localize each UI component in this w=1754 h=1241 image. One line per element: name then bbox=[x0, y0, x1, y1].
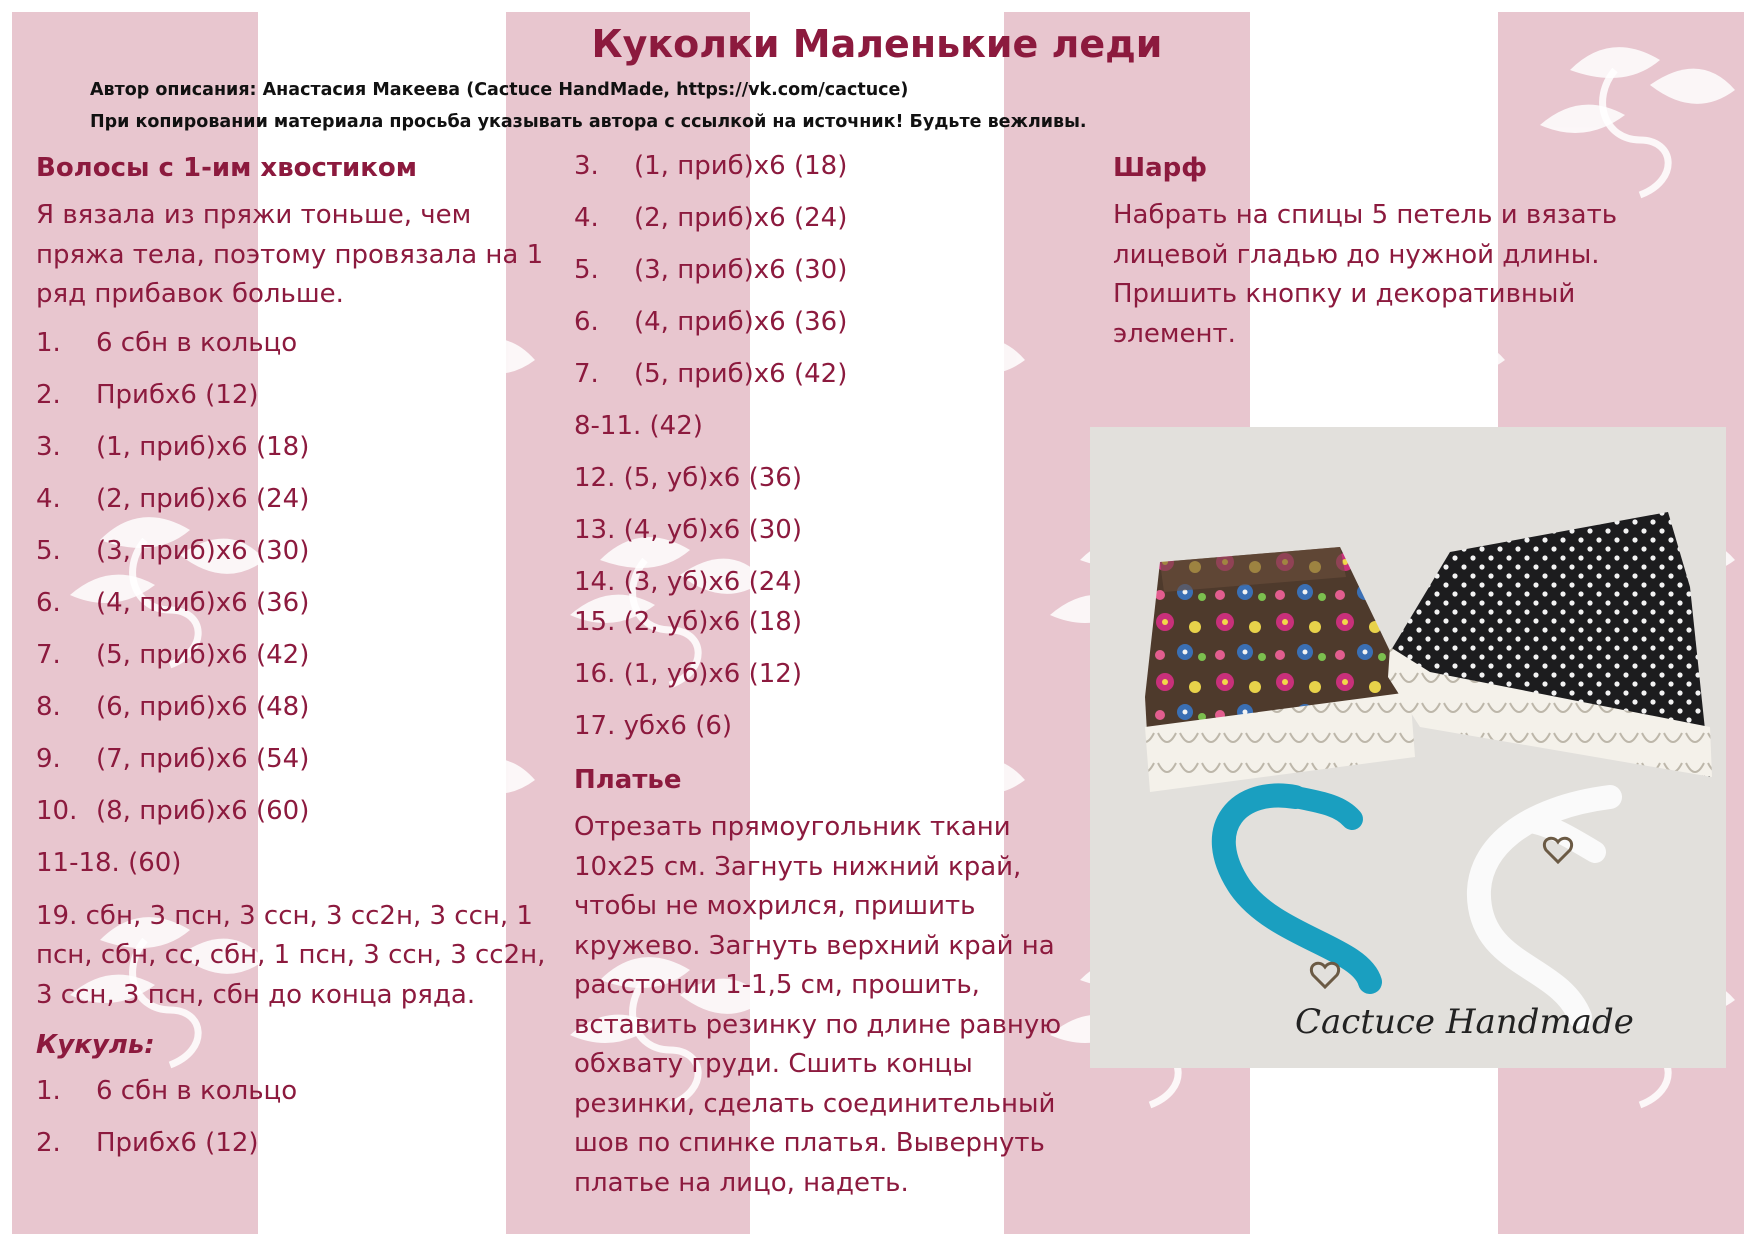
row-text: (2, приб)х6 (24) bbox=[634, 203, 848, 233]
row-number: 5. bbox=[36, 535, 61, 566]
hair-heading: Волосы с 1-им хвостиком bbox=[36, 153, 417, 183]
list-item bbox=[36, 637, 556, 689]
row-text: (8, приб)х6 (60) bbox=[96, 795, 310, 826]
bun-row-15: 15. (2, уб)х6 (18) bbox=[574, 607, 802, 637]
row-number: 3. bbox=[574, 151, 599, 181]
hair-row-11-18: 11-18. (60) bbox=[36, 847, 182, 878]
skirts-and-scarves-illustration bbox=[1090, 427, 1726, 1068]
row-text: 6 сбн в кольцо bbox=[96, 1076, 298, 1106]
list-item bbox=[36, 1073, 556, 1125]
dress-text: Отрезать прямоугольник ткани 10х25 см. Загнуть нижний край, чтобы не мохрился, пришить кружево. Загнуть верхний край на расстонии 1-1,5 см, прошить, вставить резинку по длине равную обхвату груди. Сшить концы резинки, сделать соединительный шов по спинке платья. Вывернуть платье на лицо, надеть. bbox=[574, 812, 1062, 1198]
bun-heading: Кукуль: bbox=[36, 1030, 155, 1060]
row-number: 2. bbox=[36, 379, 61, 410]
bun-row-14: 14. (3, уб)х6 (24) bbox=[574, 567, 802, 597]
row-text: 6 сбн в кольцо bbox=[96, 327, 298, 358]
list-item bbox=[36, 741, 556, 793]
hair-intro: Я вязала из пряжи тоньше, чем пряжа тела, поэтому провязала на 1 ряд прибавок больше. bbox=[36, 200, 544, 309]
row-text: Прибх6 (12) bbox=[96, 1128, 259, 1158]
row-text: Прибх6 (12) bbox=[96, 379, 259, 410]
column-hair bbox=[36, 148, 556, 1177]
list-item bbox=[574, 356, 1094, 408]
row-number: 7. bbox=[36, 639, 61, 670]
list-item bbox=[36, 585, 556, 637]
list-item bbox=[36, 481, 556, 533]
dress-heading: Платье bbox=[574, 765, 682, 795]
row-number: 4. bbox=[36, 483, 61, 514]
author-line: Автор описания: Анастасия Макеева (Cactuce HandMade, https://vk.com/cactuce) bbox=[90, 80, 909, 100]
bun-row-13: 13. (4, уб)х6 (30) bbox=[574, 515, 802, 545]
list-item bbox=[36, 377, 556, 429]
row-number: 3. bbox=[36, 431, 61, 462]
row-text: (3, приб)х6 (30) bbox=[96, 535, 310, 566]
row-text: (3, приб)х6 (30) bbox=[634, 255, 848, 285]
bun-cont-rows-list bbox=[574, 148, 1094, 408]
bun-rows-list bbox=[36, 1073, 556, 1177]
row-text: (5, приб)х6 (42) bbox=[634, 359, 848, 389]
row-number: 4. bbox=[574, 203, 599, 233]
row-number: 2. bbox=[36, 1128, 61, 1158]
bun-row-8-11: 8-11. (42) bbox=[574, 411, 703, 441]
photo-watermark: Cactuce Handmade bbox=[1295, 1002, 1634, 1042]
row-text: (5, приб)х6 (42) bbox=[96, 639, 310, 670]
scarf-text: Набрать на спицы 5 петель и вязать лицевой гладью до нужной длины. Пришить кнопку и декоративный элемент. bbox=[1113, 200, 1618, 349]
column-bun-dress bbox=[574, 148, 1094, 1213]
list-item bbox=[36, 533, 556, 585]
column-scarf bbox=[1113, 148, 1673, 364]
list-item bbox=[574, 148, 1094, 200]
row-text: (7, приб)х6 (54) bbox=[96, 743, 310, 774]
row-number: 9. bbox=[36, 743, 61, 774]
list-item bbox=[36, 1125, 556, 1177]
list-item bbox=[574, 252, 1094, 304]
product-photo bbox=[1090, 427, 1726, 1068]
list-item bbox=[36, 793, 556, 845]
row-number: 1. bbox=[36, 1076, 61, 1106]
list-item bbox=[36, 429, 556, 481]
row-text: (2, приб)х6 (24) bbox=[96, 483, 310, 514]
row-text: (1, приб)х6 (18) bbox=[634, 151, 848, 181]
bun-row-16: 16. (1, уб)х6 (12) bbox=[574, 659, 802, 689]
row-number: 1. bbox=[36, 327, 61, 358]
list-item bbox=[36, 689, 556, 741]
hair-row-19: 19. сбн, 3 псн, 3 ссн, 3 сс2н, 3 ссн, 1 псн, сбн, сс, сбн, 1 псн, 3 ссн, 3 сс2н, 3 ссн, 3 псн, сбн до конца ряда. bbox=[36, 900, 546, 1010]
copyright-notice: При копировании материала просьба указывать автора с ссылкой на источник! Будьте вежливы. bbox=[90, 112, 1087, 132]
scarf-heading: Шарф bbox=[1113, 153, 1208, 183]
row-number: 5. bbox=[574, 255, 599, 285]
row-text: (4, приб)х6 (36) bbox=[96, 587, 310, 618]
bun-row-17: 17. убх6 (6) bbox=[574, 711, 733, 741]
row-number: 10. bbox=[36, 795, 78, 826]
row-number: 6. bbox=[36, 587, 61, 618]
list-item bbox=[574, 304, 1094, 356]
row-text: (4, приб)х6 (36) bbox=[634, 307, 848, 337]
row-number: 6. bbox=[574, 307, 599, 337]
row-number: 7. bbox=[574, 359, 599, 389]
list-item bbox=[36, 325, 556, 377]
bun-row-12: 12. (5, уб)х6 (36) bbox=[574, 463, 802, 493]
list-item bbox=[574, 200, 1094, 252]
row-text: (1, приб)х6 (18) bbox=[96, 431, 310, 462]
page-title: Куколки Маленькие леди bbox=[591, 22, 1163, 66]
hair-rows-list bbox=[36, 325, 556, 845]
row-text: (6, приб)х6 (48) bbox=[96, 691, 310, 722]
row-number: 8. bbox=[36, 691, 61, 722]
